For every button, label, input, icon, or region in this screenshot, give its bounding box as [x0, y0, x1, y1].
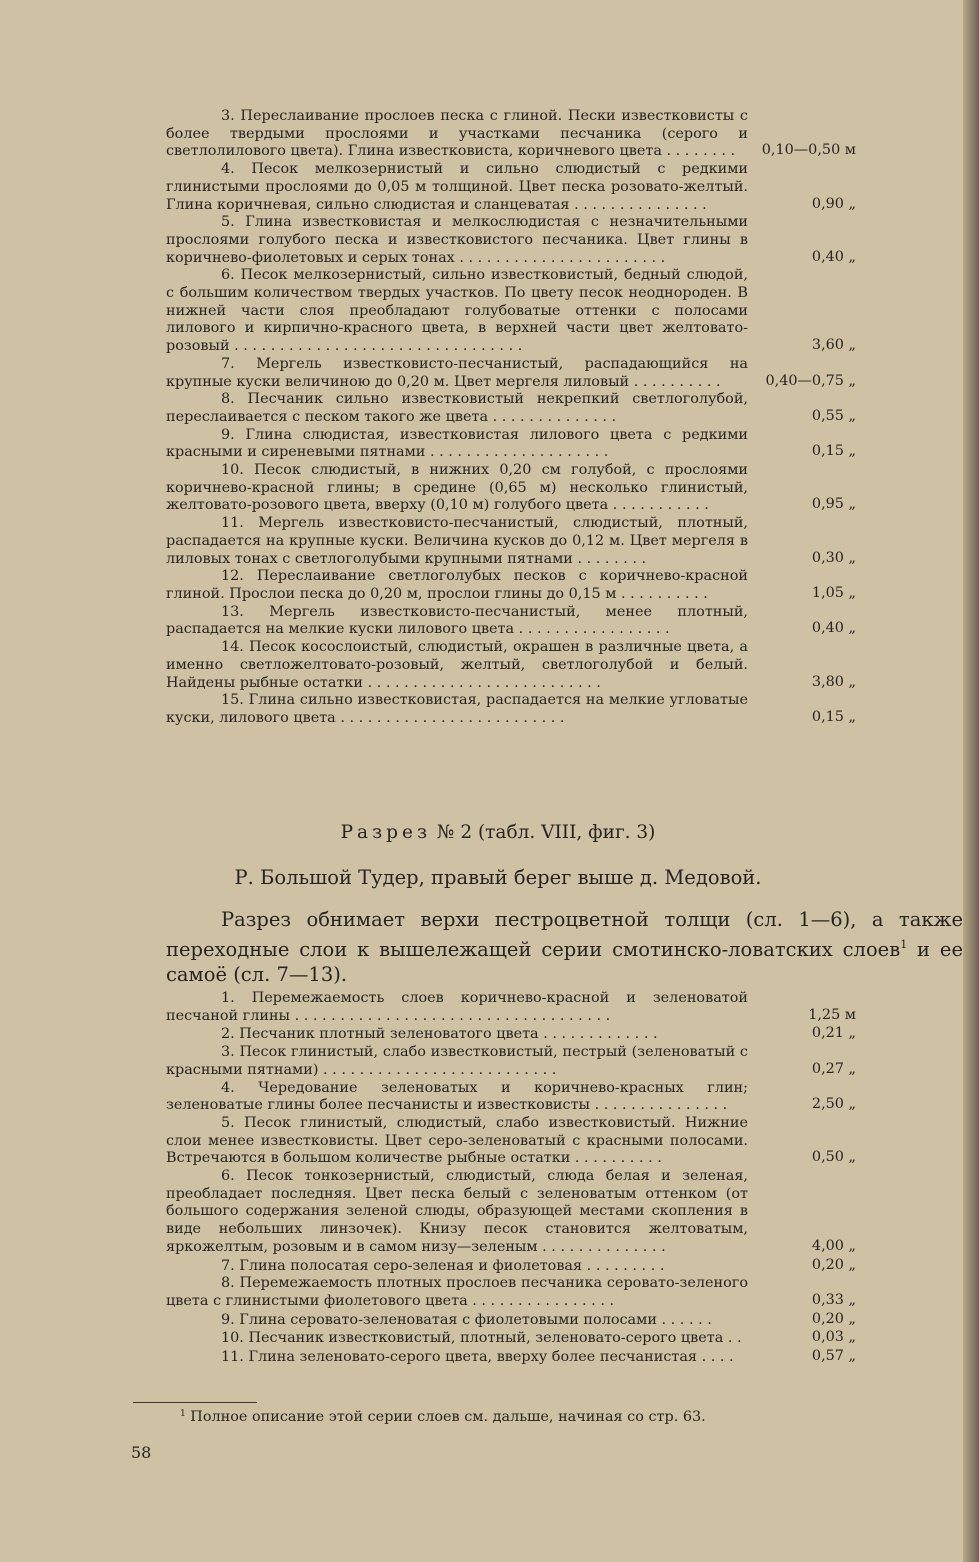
- footnote-text: Полное описание этой серии слоев см. дальше, начиная со стр. 63.: [185, 1409, 706, 1425]
- location-heading: Р. Большой Тудер, правый берег выше д. Медовой.: [234, 866, 762, 889]
- layer-description: 5. Глина известковистая и мелкослюдистая с незначительными прослоями голубого песка и известковистого песчаника. Цвет глины в коричнево-фиолетовых и серых тонах . . . . . . . . . . . . . . . . . . . . . . .: [166, 214, 748, 266]
- layer-thickness: 0,40—0,75 „: [765, 372, 856, 389]
- layer-description: 2. Песчаник плотный зеленоватого цвета . . . . . . . . . . . . .: [221, 1026, 658, 1043]
- layer-description: 5. Песок глинистый, слюдистый, слабо известковистый. Нижние слои менее известковисты. Цвет серо-зеленоватый с красными полосами. Встречаются в большом количестве рыбные остатки . . . . . . . . . .: [166, 1114, 748, 1167]
- layer-entry: [166, 1168, 856, 1257]
- layer-thickness: 4,00 „: [811, 1237, 856, 1254]
- layer-entry: [166, 1275, 856, 1310]
- layer-thickness: 0,55 „: [811, 407, 856, 424]
- layer-description: 9. Глина серовато-зеленоватая с фиолетовыми полосами . . . . . .: [221, 1311, 712, 1328]
- layer-description: 3. Песок глинистый, слабо известковистый, пестрый (зеленоватый с красными пятнами) . . . . . . . . . . . . . . . . . . . . . . . . . .: [166, 1044, 748, 1078]
- intro-text-before: Разрез обнимает верхи пестроцветной толщи (сл. 1—6), а также переходные слои к вышележащей серии смотинско-ловатских слоев: [166, 908, 963, 961]
- layer-entry: [166, 990, 856, 1025]
- layer-thickness: 0,57 „: [811, 1348, 856, 1365]
- layer-entry: [166, 108, 856, 161]
- layer-entry: [166, 639, 856, 692]
- layer-entry: [166, 267, 856, 356]
- layer-thickness: 0,27 „: [811, 1060, 856, 1077]
- layer-description: 8. Перемежаемость плотных прослоев песчаника серовато-зеленого цвета с глинистыми фиолетового цвета . . . . . . . . . . . . . . . .: [166, 1275, 748, 1309]
- intro-text-after: и ее самоё (сл. 7—13).: [166, 938, 963, 986]
- section-heading: [140, 822, 856, 843]
- layer-description: 7. Глина полосатая серо-зеленая и фиолетовая . . . . . . . . .: [221, 1257, 665, 1274]
- layer-entry: [166, 1044, 856, 1079]
- layer-description: 14. Песок косослоистый, слюдистый, окрашен в различные цвета, а именно светложелтовато-розовый, желтый, светлоголубой и белый. Найдены рыбные остатки . . . . . . . . . . . . . . . . . . . . . . . . . .: [166, 639, 748, 691]
- layer-entry: [166, 1311, 856, 1330]
- layer-entry: [166, 391, 856, 426]
- layer-thickness: 0,90 „: [811, 195, 856, 212]
- layer-description: 13. Мергель известковисто-песчанистый, менее плотный, распадается на мелкие куски лилового цвета . . . . . . . . . . . . . . . . .: [166, 603, 748, 638]
- layer-thickness: 0,40 „: [811, 620, 856, 637]
- layer-thickness: 0,15 „: [811, 708, 856, 725]
- layer-thickness: 0,15 „: [811, 443, 856, 460]
- layer-description: 9. Глина слюдистая, известковистая лилового цвета с редкими красными и сиреневыми пятнами . . . . . . . . . . . . . . . . . . . .: [166, 426, 748, 461]
- layer-list-section-1: [166, 108, 856, 728]
- layer-description: 6. Песок мелкозернистый, сильно известковистый, бедный слюдой, с большим количеством твердых участков. По цвету песок неоднороден. В нижней части слоя преобладают голубоватые оттенки с полосами лилового и кирпично-красного цвета, в верхней части цвет желтовато-розовый . . . . . . . . . . . . . . . . . . . . . . . . . . . . . . . .: [166, 267, 748, 355]
- layer-entry: [166, 462, 856, 515]
- layer-description: 11. Глина зеленовато-серого цвета, вверху более песчанистая . . . .: [221, 1349, 734, 1366]
- layer-thickness: 0,30 „: [811, 549, 856, 566]
- layer-description: 4. Чередование зеленоватых и коричнево-красных глин; зеленоватые глины более песчанисты и известковисты . . . . . . . . . . . . . . .: [166, 1079, 748, 1114]
- layer-thickness: 0,20 „: [811, 1310, 856, 1327]
- footnote: [180, 1409, 706, 1425]
- layer-thickness: 3,60 „: [811, 337, 856, 354]
- layer-description: 6. Песок тонкозернистый, слюдистый, слюда белая и зеленая, преобладает последняя. Цвет песка белый с зеленоватым оттенком (от большого содержания зеленой слюды, образующей местами скопления в виде небольших линзочек). Книзу песок становится желтоватым, яркожелтым, розовым и в самом низу—зеленым . . . . . . . . . . . . . .: [166, 1168, 748, 1255]
- book-spine-shadow: [963, 0, 979, 1562]
- layer-description: 11. Мергель известковисто-песчанистый, слюдистый, плотный, распадается на крупные куски. Величина кусков до 0,12 м. Цвет мергеля в лиловых тонах с светлоголубыми крупными пятнами . . . . . . . .: [166, 515, 748, 567]
- layer-thickness: 0,50 „: [811, 1149, 856, 1166]
- layer-entry: [166, 1348, 856, 1367]
- layer-entry: [166, 604, 856, 639]
- section-heading-rest: № 2 (табл. VIII, фиг. 3): [431, 822, 656, 843]
- footnote-divider: [133, 1402, 257, 1403]
- layer-entry: [166, 1080, 856, 1115]
- footnote-reference[interactable]: 1: [900, 938, 908, 951]
- layer-description: 3. Переслаивание прослоев песка с глиной. Пески известковисты с более твердыми прослоями и участками песчаника (серого и светлолилового цвета). Глина известковиста, коричневого цвета . . . . . . . .: [166, 108, 748, 160]
- layer-thickness: 2,50 „: [811, 1096, 856, 1113]
- layer-description: 4. Песок мелкозернистый и сильно слюдистый с редкими глинистыми прослоями до 0,05 м толщиной. Цвет песка розовато-желтый. Глина коричневая, сильно слюдистая и сланцеватая . . . . . . . . . . . . . . .: [166, 161, 748, 213]
- layer-entry: [166, 214, 856, 267]
- layer-entry: [166, 356, 856, 391]
- layer-thickness: 3,80 „: [811, 673, 856, 690]
- layer-description: 15. Глина сильно известковистая, распадается на мелкие угловатые куски, лилового цвета . . . . . . . . . . . . . . . . . . . . . . . . .: [166, 692, 748, 726]
- layer-thickness: 0,03 „: [811, 1329, 856, 1346]
- layer-thickness: 0,10—0,50 м: [761, 142, 856, 159]
- layer-thickness: 1,05 „: [811, 584, 856, 601]
- footnote-mark: 1: [180, 1409, 186, 1419]
- layer-entry: [166, 568, 856, 603]
- layer-thickness: 1,25 м: [808, 1006, 856, 1023]
- layer-entry: [166, 1329, 856, 1348]
- layer-list-section-2: [166, 990, 856, 1367]
- layer-entry: [166, 1257, 856, 1276]
- layer-thickness: 0,20 „: [811, 1256, 856, 1273]
- layer-description: 8. Песчаник сильно известковистый некрепкий светлоголубой, переслаивается с песком такого же цвета . . . . . . . . . . . . . .: [166, 391, 748, 425]
- layer-entry: [166, 161, 856, 214]
- layer-thickness: 0,21 „: [811, 1025, 856, 1042]
- layer-thickness: 0,40 „: [811, 248, 856, 265]
- layer-entry: [166, 1025, 856, 1044]
- layer-description: 7. Мергель известковисто-песчанистый, распадающийся на крупные куски величиною до 0,20 м. Цвет мергеля лиловый . . . . . . . . . .: [166, 355, 748, 390]
- layer-entry: [166, 1115, 856, 1168]
- layer-entry: [166, 427, 856, 462]
- page-number: 58: [131, 1443, 152, 1462]
- layer-entry: [166, 515, 856, 568]
- layer-thickness: 0,33 „: [811, 1291, 856, 1308]
- layer-entry: [166, 692, 856, 727]
- layer-description: 12. Переслаивание светлоголубых песков с коричнево-красной глиной. Прослои песка до 0,20 м, прослои глины до 0,15 м . . . . . . . . . .: [166, 568, 748, 602]
- layer-description: 10. Песок слюдистый, в нижних 0,20 см голубой, с прослоями коричнево-красной глины; в средине (0,65 м) несколько глинистый, желтовато-розового цвета, вверху (0,10 м) голубого цвета . . . . . . . . . . .: [166, 462, 748, 514]
- layer-thickness: 0,95 „: [811, 496, 856, 513]
- section-heading-word: Разрез: [340, 822, 432, 843]
- layer-description: 10. Песчаник известковистый, плотный, зеленовато-серого цвета . .: [221, 1330, 742, 1347]
- intro-paragraph: [166, 907, 963, 987]
- layer-description: 1. Перемежаемость слоев коричнево-красной и зеленоватой песчаной глины . . . . . . . . . . . . . . . . . . . . . . . . . . . . . . . . . . .: [166, 990, 748, 1024]
